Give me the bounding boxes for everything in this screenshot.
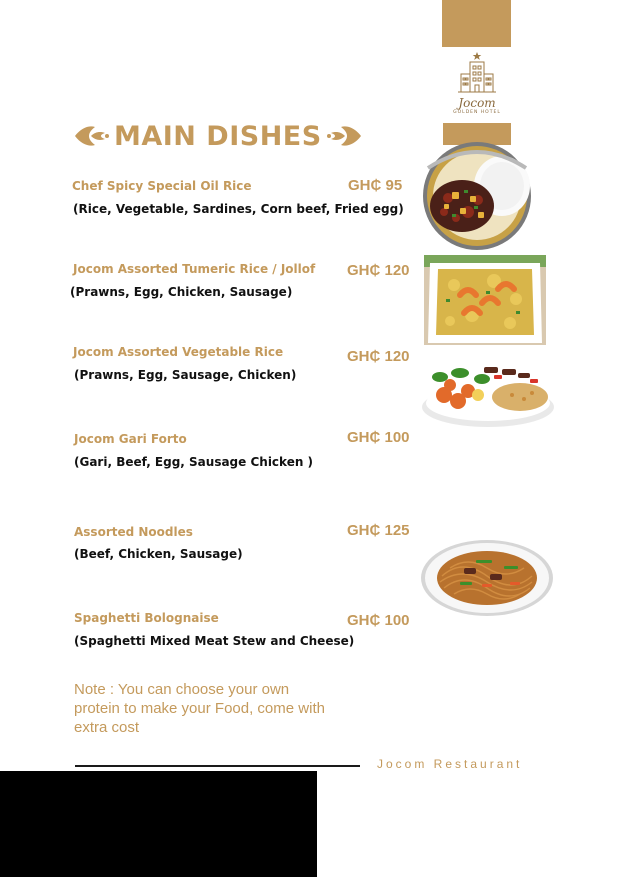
dish-description: (Prawns, Egg, Sausage, Chicken) [74, 368, 297, 382]
dish-description: (Prawns, Egg, Chicken, Sausage) [70, 285, 293, 299]
jollof-rice-photo [424, 255, 546, 345]
noodles-photo [420, 538, 554, 618]
footer-brand: Jocom Restaurant [377, 757, 523, 771]
note-text: Note : You can choose your own protein to make your Food, come with extra cost [74, 681, 325, 736]
dish-price: GH₵ 120 [347, 262, 410, 279]
oil-rice-photo [418, 138, 536, 250]
dish-name: Jocom Assorted Tumeric Rice / Jollof [73, 262, 316, 276]
section-heading [72, 118, 364, 154]
dish-name: Jocom Assorted Vegetable Rice [73, 345, 284, 359]
page-title: MAIN DISHES [114, 120, 322, 152]
black-block [0, 771, 317, 877]
dish-price: GH₵ 120 [347, 348, 410, 365]
building-icon [457, 50, 497, 96]
dish-price: GH₵ 100 [347, 612, 410, 629]
dish-description: (Rice, Vegetable, Sardines, Corn beef, Fried egg) [73, 202, 404, 216]
top-accent-band [442, 0, 511, 47]
dish-description: (Gari, Beef, Egg, Sausage Chicken ) [74, 455, 314, 469]
hotel-logo [447, 50, 507, 120]
dish-price: GH₵ 95 [348, 177, 403, 194]
dish-price: GH₵ 125 [347, 522, 410, 539]
dish-name: Spaghetti Bolognaise [74, 611, 219, 625]
dish-name: Chef Spicy Special Oil Rice [72, 179, 252, 193]
vegetable-rice-photo [420, 355, 556, 433]
footer-divider [75, 765, 360, 767]
dish-name: Assorted Noodles [74, 525, 193, 539]
ornament-left-icon [72, 121, 110, 151]
brand-subtitle: GOLDEN HOTEL [453, 110, 501, 115]
ornament-right-icon [326, 121, 364, 151]
brand-name: Jocom [458, 96, 496, 110]
dish-price: GH₵ 100 [347, 429, 410, 446]
dish-description: (Spaghetti Mixed Meat Stew and Cheese) [74, 634, 355, 648]
dish-description: (Beef, Chicken, Sausage) [74, 547, 243, 561]
dish-name: Jocom Gari Forto [74, 432, 187, 446]
